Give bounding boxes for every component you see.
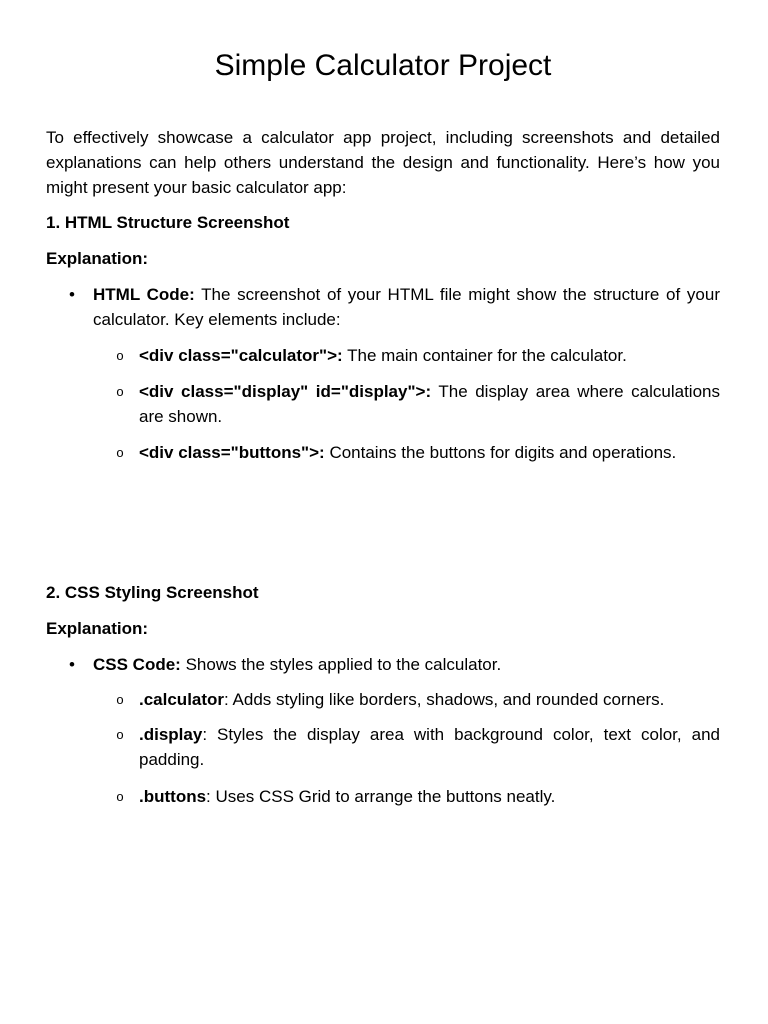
section-1-heading: 1. HTML Structure Screenshot xyxy=(46,213,290,232)
sub-bullet-marker: o xyxy=(116,727,124,742)
document-title: Simple Calculator Project xyxy=(214,49,552,82)
section-2-heading: 2. CSS Styling Screenshot xyxy=(46,583,259,602)
sub-item-text xyxy=(139,440,720,465)
bullet-description: The screenshot of your HTML file might show the structure of your calculator. Key elements include: xyxy=(93,285,720,329)
sub-item-text xyxy=(139,687,720,712)
sub-item-term: .display xyxy=(139,725,203,744)
sub-item-text xyxy=(139,722,720,772)
sub-item-term: .buttons xyxy=(139,787,207,806)
document-page xyxy=(46,0,720,1024)
bullet-marker: • xyxy=(69,655,75,674)
bullet-text xyxy=(93,652,720,677)
section-2-explanation-label: Explanation: xyxy=(46,619,149,638)
sub-item-description: Contains the buttons for digits and operations. xyxy=(324,443,677,462)
sub-item-description: The display area where calculations are shown. xyxy=(139,382,720,426)
sub-bullet-marker: o xyxy=(116,445,124,460)
sub-item-term: <div class="display" id="display">: xyxy=(139,382,432,401)
sub-bullet-marker: o xyxy=(116,789,124,804)
bullet-marker: • xyxy=(69,285,75,304)
bullet-term: HTML Code: xyxy=(93,285,195,304)
sub-bullet-marker: o xyxy=(116,692,124,707)
sub-item-description: : Uses CSS Grid to arrange the buttons neatly. xyxy=(206,787,556,806)
sub-bullet-marker: o xyxy=(116,348,124,363)
sub-item-term: <div class="calculator">: xyxy=(139,346,343,365)
sub-item-description: : Styles the display area with background color, text color, and padding. xyxy=(139,725,720,769)
sub-item-text xyxy=(139,343,720,368)
sub-bullet-marker: o xyxy=(116,384,124,399)
intro-paragraph: To effectively showcase a calculator app project, including screenshots and detailed explanations can help others understand the design and functionality. Here’s how you might present your basic calculator app: xyxy=(46,128,720,197)
sub-item-text xyxy=(139,379,720,429)
sub-item-text xyxy=(139,784,720,809)
section-1-explanation-label: Explanation: xyxy=(46,249,149,268)
bullet-text xyxy=(93,282,720,332)
sub-item-description: : Adds styling like borders, shadows, and rounded corners. xyxy=(224,690,665,709)
sub-item-description: The main container for the calculator. xyxy=(342,346,627,365)
sub-item-term: .calculator xyxy=(139,690,225,709)
bullet-term: CSS Code: xyxy=(93,655,181,674)
bullet-description: Shows the styles applied to the calculator. xyxy=(180,655,502,674)
sub-item-term: <div class="buttons">: xyxy=(139,443,325,462)
